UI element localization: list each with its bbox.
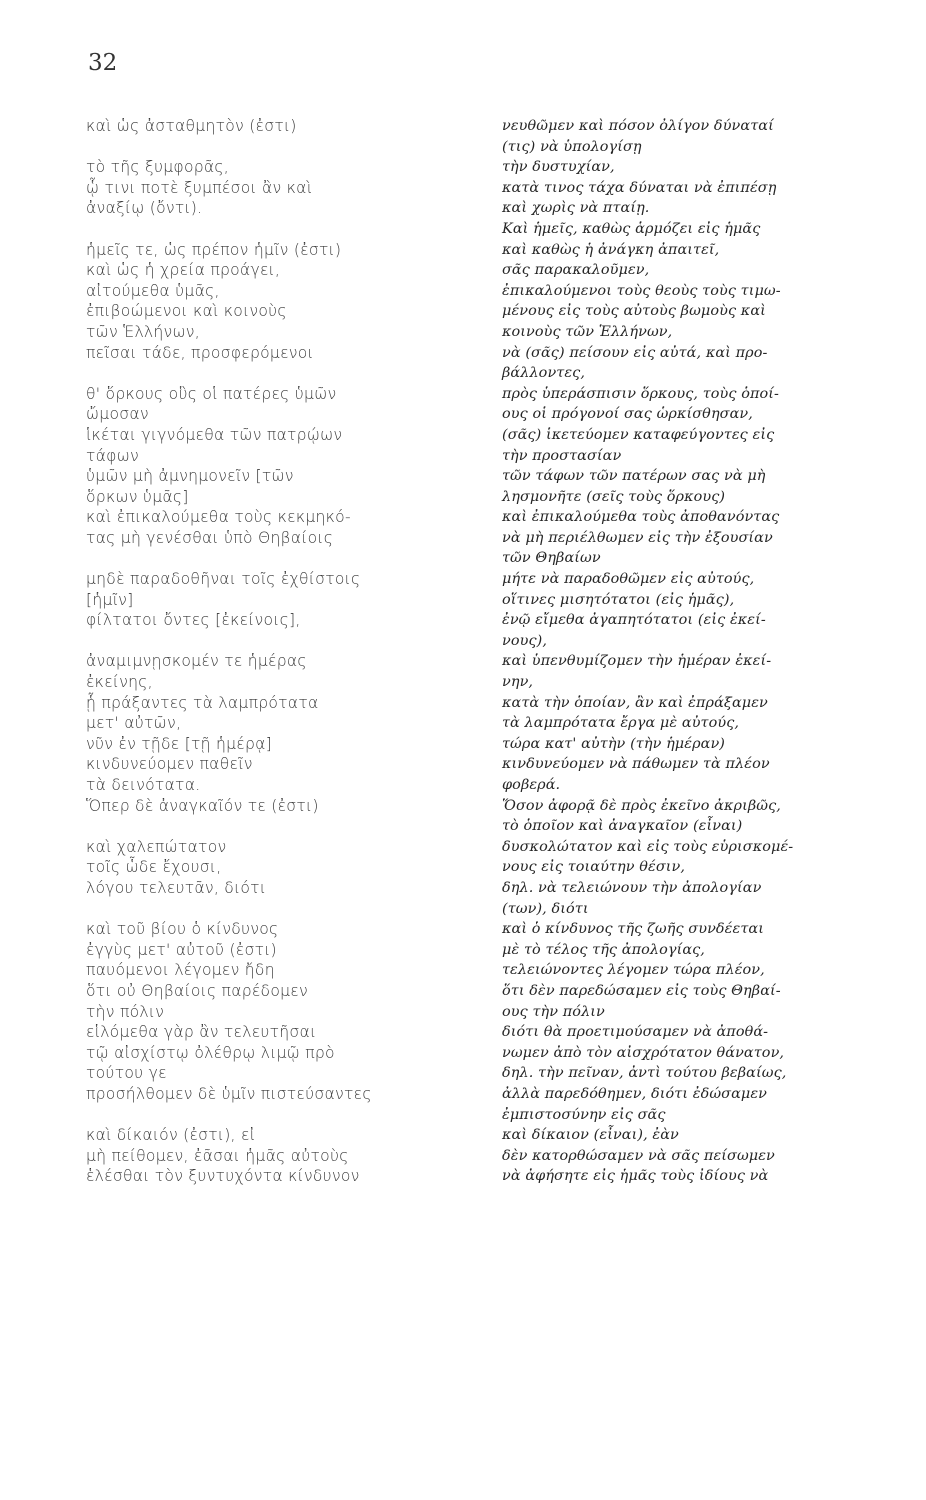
translation-line: διότι θὰ προετιμούσαμεν νὰ ἀποθά- — [502, 1024, 769, 1041]
translation-line: (σᾶς) ἱκετεύομεν καταφεύγοντες εἰς — [502, 426, 775, 443]
translation-line: ἀλλὰ παρεδόθημεν, διότι ἐδώσαμεν — [502, 1085, 768, 1102]
translation-line: νην, — [502, 674, 534, 691]
translation-line: νὰ μὴ περιέλθωμεν εἰς τὴν ἐξουσίαν — [502, 529, 773, 546]
translation-line: νους εἰς τοιαύτην θέσιν, — [502, 859, 686, 876]
ancient-text-line: ἐγγὺς μετ' αὐτοῦ (ἐστι) — [86, 940, 277, 959]
translation-line: τὰ λαμπρότατα ἔργα μὲ αὐτούς, — [502, 715, 740, 732]
translation-line: οἵτινες μισητότατοι (εἰς ἡμᾶς), — [502, 591, 735, 608]
translation-line: νους), — [502, 632, 548, 649]
ancient-text-line: τάφων — [86, 446, 139, 465]
ancient-text-line: εἱλόμεθα γὰρ ἂν τελευτῆσαι — [86, 1023, 317, 1042]
ancient-text-line: Ὅπερ δὲ ἀναγκαῖόν τε (ἐστι) — [86, 796, 319, 815]
ancient-text-line: καὶ ἐπικαλούμεθα τοὺς κεκμηκό- — [86, 508, 351, 527]
ancient-text-line: τῷ αἰσχίστῳ ὀλέθρῳ λιμῷ πρὸ — [86, 1043, 335, 1062]
translation-line: καὶ καθὼς ἡ ἀνάγκη ἀπαιτεῖ, — [502, 241, 720, 258]
translation-line: δὲν κατορθώσαμεν νὰ σᾶς πείσωμεν — [502, 1147, 775, 1164]
translation-line: κινδυνεύομεν νὰ πάθωμεν τὰ πλέον — [502, 756, 770, 773]
ancient-text-line: ἀναμιμνῃσκομέν τε ἡμέρας — [86, 652, 307, 671]
translation-line: δηλ. τὴν πεῖναν, ἀντὶ τούτου βεβαίως, — [502, 1065, 787, 1082]
ancient-text-line: μὴ πείθομεν, ἐᾶσαι ἡμᾶς αὐτοὺς — [86, 1146, 349, 1165]
translation-line: φοβερά. — [502, 777, 561, 793]
translation-line: δυσκολώτατον καὶ εἰς τοὺς εὑρισκομέ- — [502, 838, 794, 855]
ancient-text-line: ὤμοσαν — [86, 405, 149, 424]
ancient-text-line: ἡμεῖς τε, ὡς πρέπον ἡμῖν (ἐστι) — [86, 240, 342, 259]
translation-line: πρὸς ὑπεράσπισιν ὅρκους, τοὺς ὁποί- — [502, 385, 780, 402]
translation-line: μένους εἰς τοὺς αὐτοὺς βωμοὺς καὶ — [502, 303, 766, 320]
ancient-text-line — [86, 1105, 486, 1126]
translation-line: καὶ ἐπικαλούμεθα τοὺς ἀποθανόντας — [502, 509, 780, 526]
ancient-text-line: τὰ δεινότατα. — [86, 776, 201, 794]
translation-line: νὰ (σᾶς) πείσουν εἰς αὐτά, καὶ προ- — [502, 344, 768, 361]
translation-line: σᾶς παρακαλοῦμεν, — [502, 262, 650, 279]
translation-line: λησμονῆτε (σεῖς τοὺς ὅρκους) — [502, 488, 726, 505]
translation-line: τὴν δυστυχίαν, — [502, 159, 615, 176]
translation-line: τὸ ὁποῖον καὶ ἀναγκαῖον (εἶναι) — [502, 818, 743, 835]
ancient-text-line: καὶ δίκαιόν (ἐστι), εἰ — [86, 1126, 256, 1145]
ancient-text-line: ἱκέται γιγνόμεθα τῶν πατρῴων — [86, 425, 343, 444]
ancient-text-line: καὶ ὡς ἀσταθμητὸν (ἐστι) — [86, 117, 297, 135]
ancient-text-line: ὅρκων ὑμᾶς] — [86, 487, 189, 506]
translation-line: μὲ τὸ τέλος τῆς ἀπολογίας, — [502, 941, 705, 958]
ancient-text-line: κινδυνεύομεν παθεῖν — [86, 755, 253, 774]
ancient-text-line: ἐπιβοώμενοι καὶ κοινοὺς — [86, 302, 287, 321]
translation-line: τῶν τάφων τῶν πατέρων σας νὰ μὴ — [502, 468, 766, 485]
translation-line: ους τὴν πόλιν — [502, 1003, 605, 1020]
ancient-text-line: μηδὲ παραδοθῆναι τοῖς ἐχθίστοις — [86, 570, 361, 589]
translation-line: κοινοὺς τῶν Ἑλλήνων, — [502, 323, 673, 340]
ancient-text-line: προσήλθομεν δὲ ὑμῖν πιστεύσαντες — [86, 1084, 372, 1103]
translation-line: τὴν προστασίαν — [502, 447, 622, 464]
translation-line: ἐπικαλούμενοι τοὺς θεοὺς τοὺς τιμω- — [502, 282, 781, 299]
ancient-text-line — [86, 137, 486, 158]
ancient-text-line: [ἡμῖν] — [86, 590, 134, 609]
ancient-text-line: καὶ ὡς ἡ χρεία προάγει, — [86, 261, 281, 280]
translation-line: (των), διότι — [502, 900, 589, 917]
ancient-text-line: τὴν πόλιν — [86, 1002, 165, 1021]
translation-line: τῶν Θηβαίων — [502, 550, 601, 567]
ancient-text-line: αἰτούμεθα ὑμᾶς, — [86, 281, 220, 300]
ancient-greek-text-column — [86, 116, 486, 1187]
ancient-text-line: φίλτατοι ὄντες [ἐκείνοις], — [86, 611, 301, 630]
translation-line: δηλ. νὰ τελειώνουν τὴν ἀπολογίαν — [502, 879, 762, 896]
ancient-text-line: ἀναξίῳ (ὄντι). — [86, 199, 203, 218]
translation-line: καὶ ὁ κίνδυνος τῆς ζωῆς συνδέεται — [502, 921, 764, 938]
page-number: 32 — [88, 50, 118, 76]
translation-line: κατὰ τινος τάχα δύναται νὰ ἐπιπέσῃ — [502, 179, 777, 196]
ancient-text-line: τούτου γε — [86, 1064, 167, 1083]
translation-line: ους οἱ πρόγονοί σας ὡρκίσθησαν, — [502, 406, 753, 423]
ancient-text-line: ἐκείνης, — [86, 673, 153, 692]
modern-greek-translation-column — [502, 116, 920, 1187]
ancient-text-line: τοῖς ὧδε ἔχουσι, — [86, 858, 222, 877]
ancient-text-line — [86, 816, 486, 837]
translation-line: καὶ χωρὶς νὰ πταίῃ. — [502, 200, 650, 217]
ancient-text-line: ὅτι οὐ Θηβαίοις παρέδομεν — [86, 981, 308, 1000]
ancient-text-line: παυόμενοι λέγομεν ἤδη — [86, 961, 275, 980]
translation-line: μήτε νὰ παραδοθῶμεν εἰς αὐτούς, — [502, 571, 755, 588]
translation-line: Ὅσον ἀφορᾷ δὲ πρὸς ἐκεῖνο ἀκριβῶς, — [502, 797, 781, 814]
ancient-text-line — [86, 899, 486, 920]
translation-line: (τις) νὰ ὑπολογίσῃ — [502, 138, 642, 155]
translation-line: τώρα κατ' αὐτὴν (τὴν ἡμέραν) — [502, 735, 726, 752]
ancient-text-line — [86, 548, 486, 569]
translation-line: βάλλοντες, — [502, 365, 586, 382]
ancient-text-line: τῶν Ἑλλήνων, — [86, 322, 200, 341]
translation-line: Καὶ ἡμεῖς, καθὼς ἁρμόζει εἰς ἡμᾶς — [502, 220, 761, 237]
ancient-text-line — [86, 363, 486, 384]
ancient-text-line: ἑλέσθαι τὸν ξυντυχόντα κίνδυνον — [86, 1167, 360, 1186]
translation-line: ἐμπιστοσύνην εἰς σᾶς — [502, 1106, 666, 1123]
ancient-text-line — [86, 631, 486, 652]
ancient-text-line: ᾧ τινι ποτὲ ξυμπέσοι ἂν καὶ — [86, 178, 313, 197]
translation-line: νευθῶμεν καὶ πόσον ὀλίγον δύναταί — [502, 118, 774, 134]
translation-line: καὶ δίκαιον (εἶναι), ἐὰν — [502, 1127, 679, 1144]
ancient-text-line: μετ' αὐτῶν, — [86, 714, 182, 733]
ancient-text-line: θ' ὅρκους οὓς οἱ πατέρες ὑμῶν — [86, 384, 337, 403]
ancient-text-line: τὸ τῆς ξυμφορᾶς, — [86, 158, 230, 177]
ancient-text-line: λόγου τελευτᾶν, διότι — [86, 878, 267, 897]
translation-line: ἐνῷ εἴμεθα ἀγαπητότατοι (εἰς ἐκεί- — [502, 612, 766, 629]
translation-line: τελειώνοντες λέγομεν τώρα πλέον, — [502, 962, 765, 979]
translation-line: νὰ ἀφήσητε εἰς ἡμᾶς τοὺς ἰδίους νὰ — [502, 1168, 769, 1185]
ancient-text-line: νῦν ἐν τῇδε [τῇ ἡμέρᾳ] — [86, 734, 273, 753]
ancient-text-line: καὶ χαλεπώτατον — [86, 837, 227, 856]
ancient-text-line: ᾗ πράξαντες τὰ λαμπρότατα — [86, 693, 319, 712]
ancient-text-line: πεῖσαι τάδε, προσφερόμενοι — [86, 343, 314, 362]
translation-line: καὶ ὑπενθυμίζομεν τὴν ἡμέραν ἐκεί- — [502, 653, 772, 670]
ancient-text-line: ὑμῶν μὴ ἀμνημονεῖν [τῶν — [86, 467, 294, 486]
ancient-text-line: καὶ τοῦ βίου ὁ κίνδυνος — [86, 920, 279, 939]
translation-line: ὅτι δὲν παρεδώσαμεν εἰς τοὺς Θηβαί- — [502, 982, 781, 999]
translation-line: κατὰ τὴν ὁποίαν, ἂν καὶ ἐπράξαμεν — [502, 694, 768, 711]
translation-line: νωμεν ἀπὸ τὸν αἰσχρότατον θάνατον, — [502, 1044, 785, 1061]
ancient-text-line: τας μὴ γενέσθαι ὑπὸ Θηβαίοις — [86, 528, 334, 547]
ancient-text-line — [86, 219, 486, 240]
